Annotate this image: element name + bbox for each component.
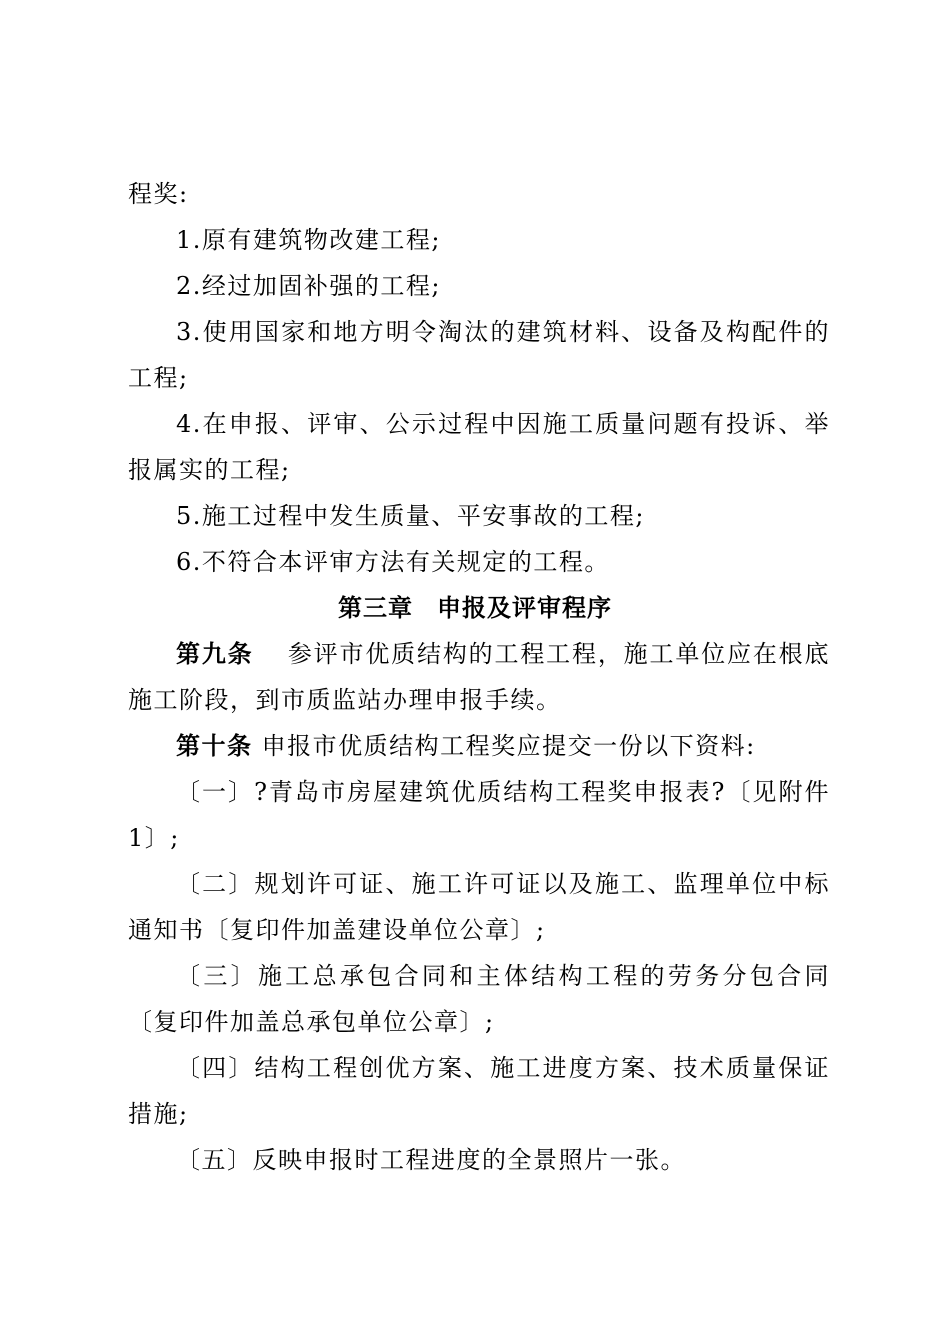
material-item-3-cont: 〔复印件加盖总承包单位公章〕; [128,1008,495,1036]
chapter-title: 申报及评审程序 [437,594,612,622]
list-item-4-cont: 报属实的工程; [128,456,291,484]
list-item-2: 2.经过加固补强的工程; [176,272,441,300]
material-item-4-cont: 措施; [128,1100,189,1128]
material-item-2: 〔二〕规划许可证、施工许可证以及施工、监理单位中标 [176,870,830,898]
list-item-4: 4.在申报、评审、公示过程中因施工质量问题有投诉、举 [176,410,830,438]
material-item-3: 〔三〕施工总承包合同和主体结构工程的劳务分包合同 [176,962,830,990]
article-10 [176,726,830,766]
article-9 [176,634,830,674]
material-item-4: 〔四〕结构工程创优方案、施工进度方案、技术质量保证 [176,1054,830,1082]
list-item-1: 1.原有建筑物改建工程; [176,226,441,254]
material-item-1: 〔一〕?青岛市房屋建筑优质结构工程奖申报表?〔见附件 [176,778,830,806]
article-9-label: 第九条 [176,640,254,668]
material-item-1-cont: 1〕; [128,824,180,852]
list-item-6: 6.不符合本评审方法有关规定的工程。 [176,548,610,576]
material-item-2-cont: 通知书〔复印件加盖建设单位公章〕; [128,916,546,944]
article-9-text: 参评市优质结构的工程工程，施工单位应在根底 [287,640,830,668]
article-9-cont: 施工阶段，到市质监站办理申报手续。 [128,686,562,714]
text-line: 程奖: [128,180,189,208]
list-item-5: 5.施工过程中发生质量、平安事故的工程; [176,502,645,530]
list-item-3-cont: 工程; [128,364,189,392]
article-10-label: 第十条 [176,732,253,760]
chapter-heading [0,588,950,628]
article-10-text: 申报市优质结构工程奖应提交一份以下资料: [261,732,756,760]
chapter-label: 第三章 [338,594,413,622]
material-item-5: 〔五〕反映申报时工程进度的全景照片一张。 [176,1146,686,1174]
list-item-3: 3.使用国家和地方明令淘汰的建筑材料、设备及构配件的 [176,318,830,346]
